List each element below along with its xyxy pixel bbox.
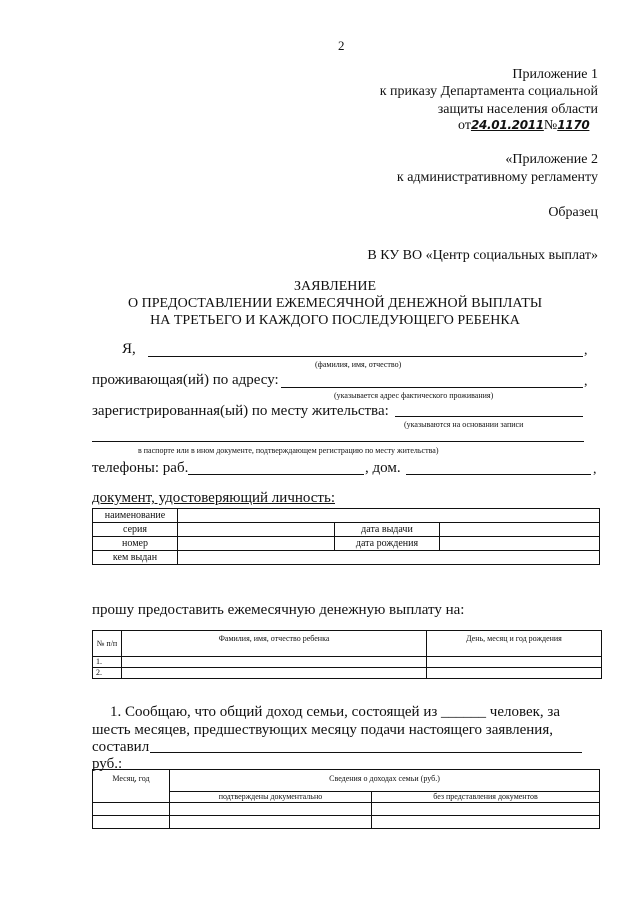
title-line2: О ПРЕДОСТАВЛЕНИИ ЕЖЕМЕСЯЧНОЙ ДЕНЕЖНОЙ ВЫПЛАТЫ [127,296,543,311]
col-confirmed-header: подтверждены документально [170,792,372,803]
registered-input-line2[interactable] [92,441,584,442]
col-birth-header: День, месяц и год рождения [427,631,602,657]
col-month-header: Месяц, год [93,770,170,803]
request-label: прошу предоставить ежемесячную денежную выплату на: [92,602,465,618]
comma: , [584,374,588,389]
appendix1-line3: защиты населения области [437,102,598,117]
id-number-label: номер [93,537,178,551]
income-para-line1: 1. Сообщаю, что общий доход семьи, состоящей из ______ человек, за [110,704,560,720]
child-name-cell[interactable] [122,657,427,668]
id-doc-label: документ, удостоверяющий личность: [92,490,335,506]
id-issued-by-label: кем выдан [93,551,178,565]
id-name-cell[interactable] [178,509,600,523]
id-birth-date-label: дата рождения [335,537,440,551]
income-para-line2: шесть месяцев, предшествующих месяцу подачи настоящего заявления, [92,722,553,738]
registered-hint2: в паспорте или в ином документе, подтверждающем регистрацию по месту жительства) [138,446,439,455]
col-name-header: Фамилия, имя, отчество ребенка [122,631,427,657]
id-name-label: наименование [93,509,178,523]
income-unconfirmed-cell[interactable] [372,816,600,829]
id-birth-date-cell[interactable] [440,537,600,551]
number-sign: № [543,118,558,133]
registered-hint1: (указываются на основании записи [404,420,524,429]
date-prefix: от [458,118,471,133]
income-para-line4: руб.: [92,756,123,772]
child-name-cell[interactable] [122,668,427,679]
id-doc-table [92,508,600,565]
col-info-header: Сведения о доходах семьи (руб.) [170,770,600,792]
col-num-header: № п/п [93,631,122,657]
row-num: 1. [93,657,122,668]
home-phone-label: , дом. [365,460,401,476]
id-issued-by-cell[interactable] [178,551,600,565]
comma: , [584,343,588,358]
income-unconfirmed-cell[interactable] [372,803,600,816]
appendix1-date-line [458,118,589,134]
registered-input-line[interactable] [395,416,583,417]
fio-input-line[interactable] [148,356,583,357]
recipient: В КУ ВО «Центр социальных выплат» [367,248,598,263]
child-birth-cell[interactable] [427,668,602,679]
appendix1-line1: Приложение 1 [512,67,598,82]
work-phone-input-line[interactable] [188,474,364,475]
income-confirmed-cell[interactable] [170,816,372,829]
col-unconfirmed-header: без представления документов [372,792,600,803]
income-amount-input-line[interactable] [150,752,582,753]
handwritten-date: 24.01.2011 [470,118,544,132]
fio-hint: (фамилия, имя, отчество) [315,360,402,369]
id-series-label: серия [93,523,178,537]
appendix2-line1: «Приложение 2 [505,152,598,167]
id-issue-date-label: дата выдачи [335,523,440,537]
handwritten-number: 1170 [557,118,590,132]
id-series-cell[interactable] [178,523,335,537]
address-label: проживающая(ий) по адресу: [92,372,279,388]
sample-label: Образец [548,205,598,220]
address-hint: (указывается адрес фактического проживания) [334,391,494,400]
i-label: Я, [122,341,136,357]
home-phone-input-line[interactable] [406,474,591,475]
id-number-cell[interactable] [178,537,335,551]
phones-label: телефоны: раб. [92,460,189,476]
children-table [92,630,602,679]
address-input-line[interactable] [281,387,583,388]
row-num: 2. [93,668,122,679]
income-table [92,769,600,829]
child-birth-cell[interactable] [427,657,602,668]
title-line1: ЗАЯВЛЕНИЕ [293,279,377,294]
registered-label: зарегистрированная(ый) по месту жительства: [92,403,389,419]
comma: , [593,462,597,477]
appendix2-line2: к административному регламенту [396,170,598,185]
income-para-line3: составил [92,739,150,755]
id-issue-date-cell[interactable] [440,523,600,537]
title-line3: НА ТРЕТЬЕГО И КАЖДОГО ПОСЛЕДУЮЩЕГО РЕБЕНКА [150,313,520,328]
appendix1-line2: к приказу Департамента социальной [379,84,598,99]
income-month-cell[interactable] [93,803,170,816]
income-confirmed-cell[interactable] [170,803,372,816]
page-number: 2 [338,38,345,53]
income-month-cell[interactable] [93,816,170,829]
